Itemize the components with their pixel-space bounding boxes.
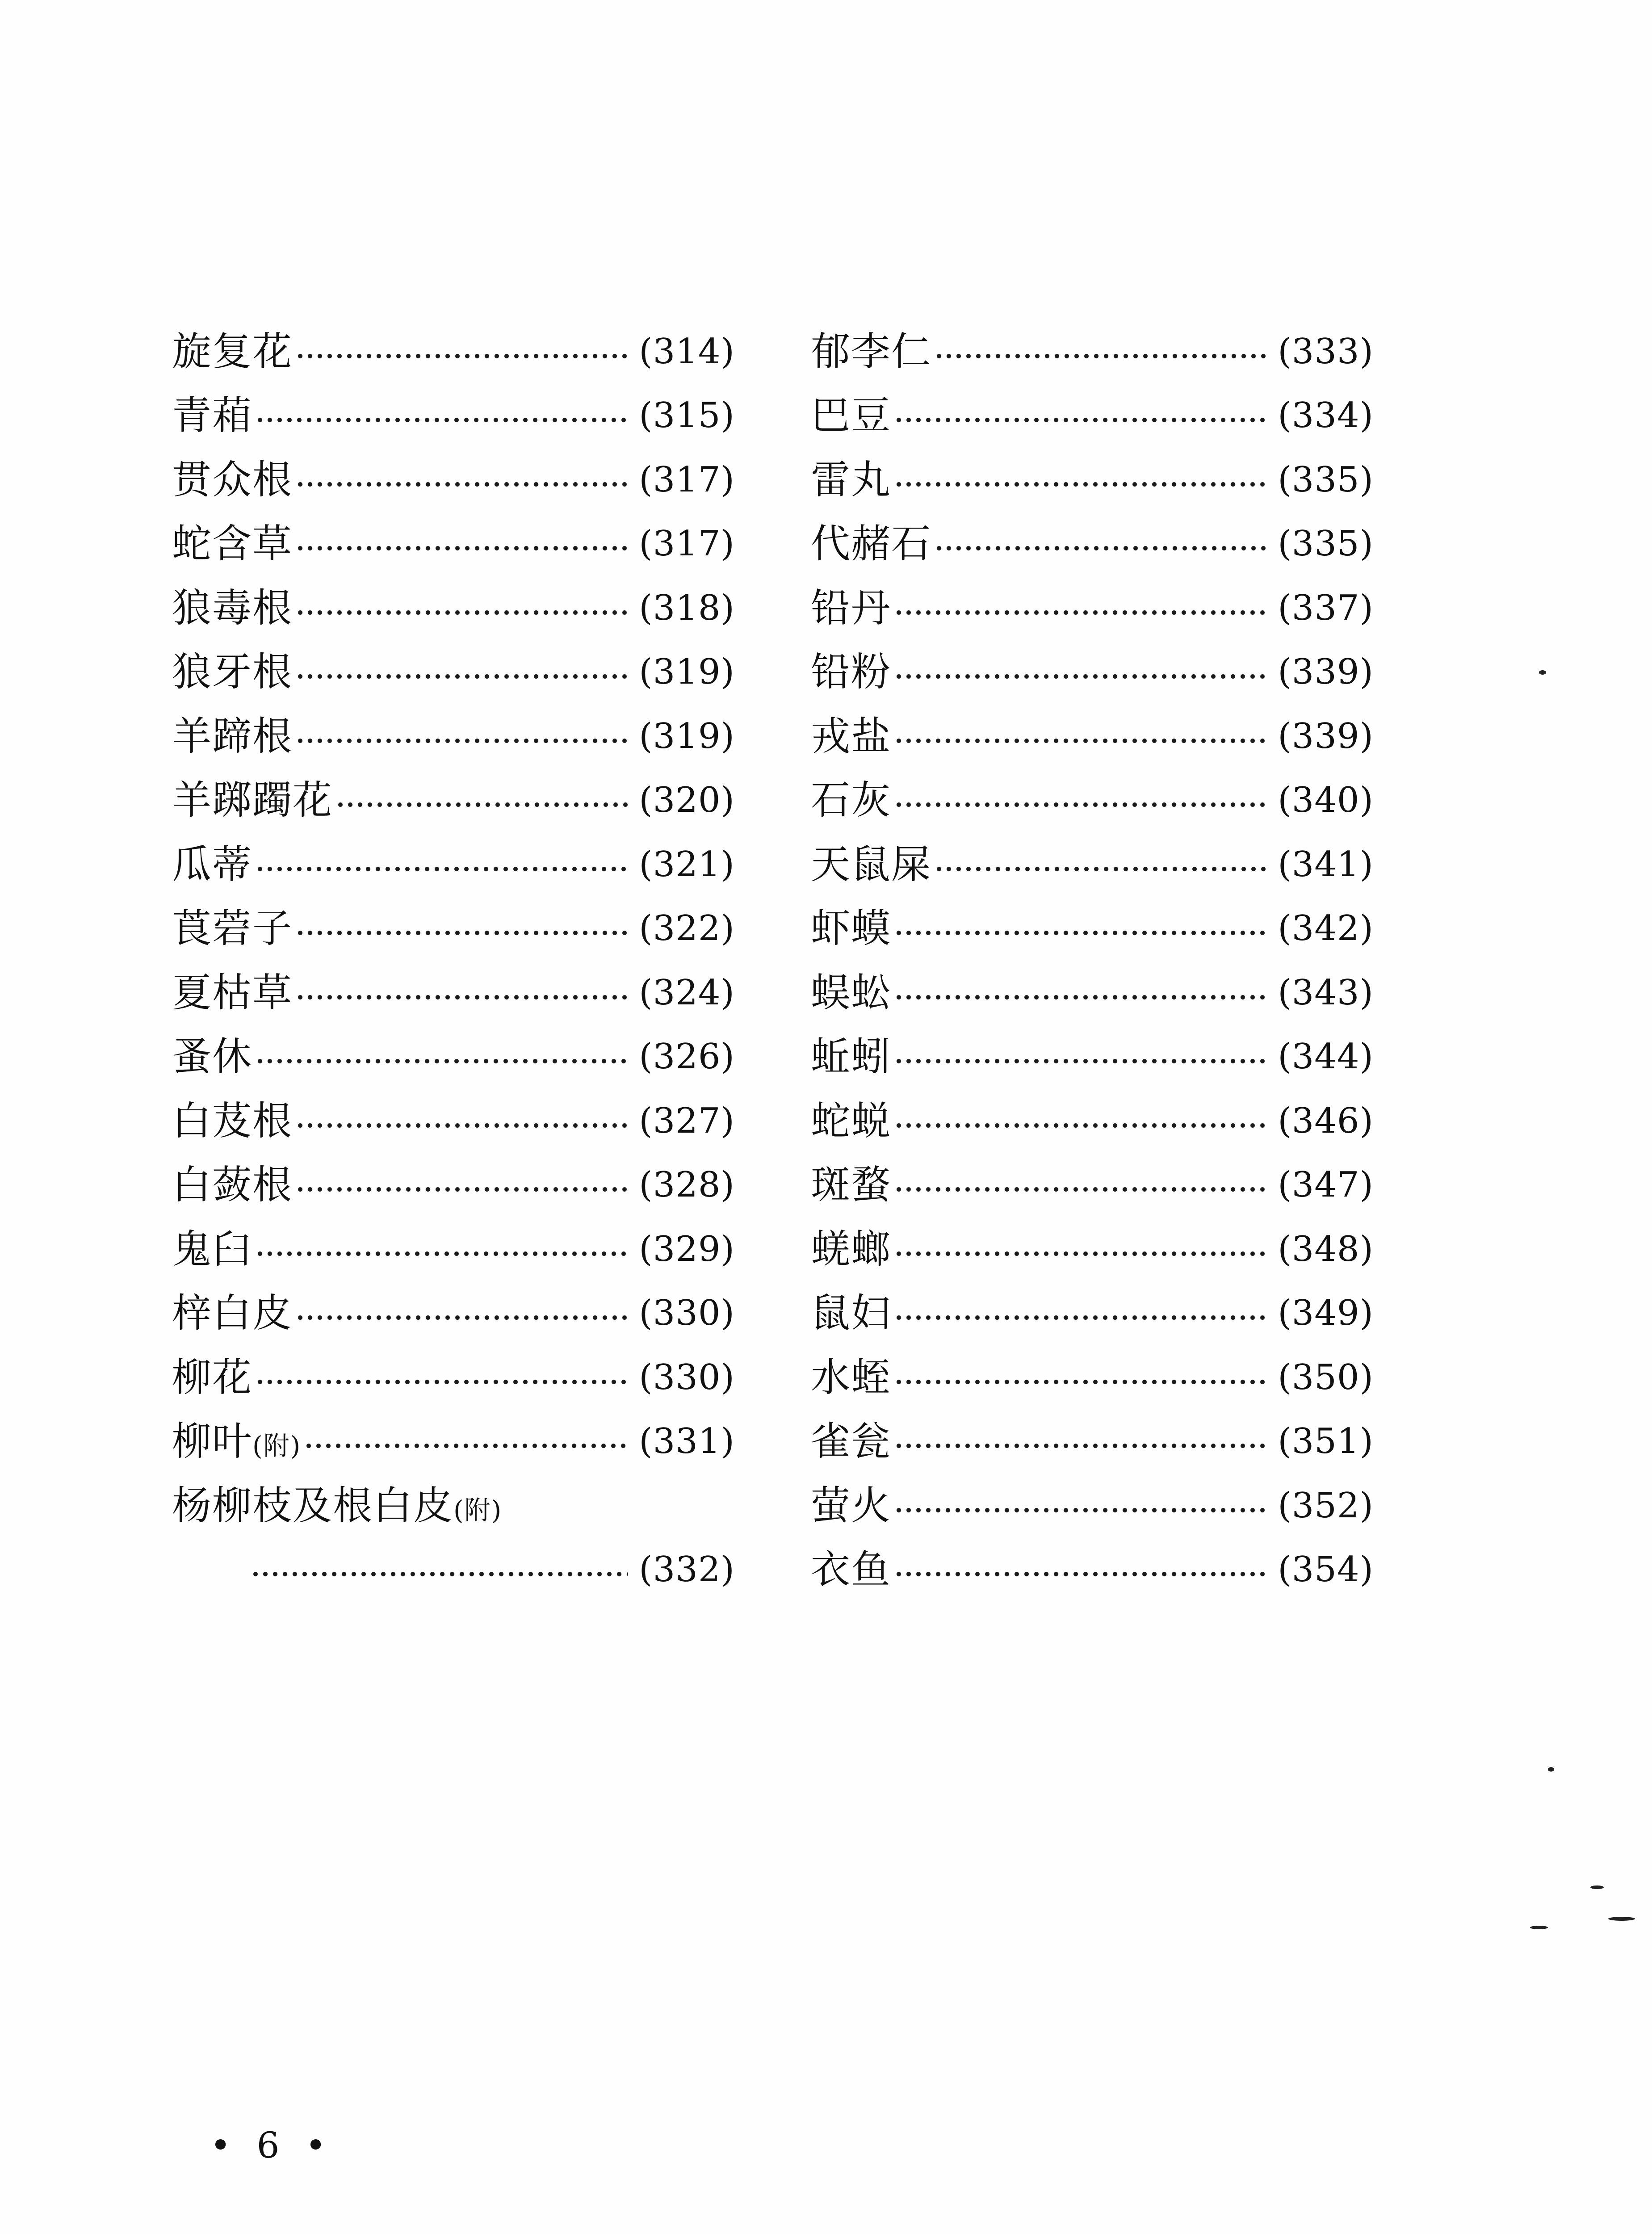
toc-entry[interactable] [172,1217,735,1281]
entry-page: (318) [639,588,735,628]
dot-leader [894,1443,1267,1449]
entry-name: 戎盐 [811,713,892,759]
toc-entry[interactable] [172,832,735,897]
appendix-note: (附) [252,1431,302,1461]
dot-leader [934,866,1267,872]
toc-entry[interactable] [811,319,1374,384]
entry-page: (317) [639,459,735,500]
dot-leader [934,545,1267,551]
entry-name: 白芨根 [172,1097,293,1144]
entry-page: (344) [1278,1037,1374,1077]
entry-page: (342) [1278,908,1374,949]
entry-name: 铅粉 [811,649,892,695]
dot-leader [894,481,1267,487]
entry-page: (319) [639,716,735,756]
toc-entry[interactable] [811,1025,1374,1089]
toc-entry[interactable] [172,1089,735,1153]
scan-speck [1530,1926,1548,1929]
dot-leader [894,417,1267,423]
entry-page: (335) [1278,524,1374,564]
entry-name: 郁李仁 [811,328,932,374]
toc-entry[interactable] [811,576,1374,640]
dot-leader [894,802,1267,808]
dot-leader [304,1443,628,1449]
entry-name: 代赭石 [811,521,932,567]
dot-leader [255,866,628,872]
entry-page: (326) [639,1037,735,1077]
toc-entry[interactable] [172,1153,735,1218]
toc-entry[interactable] [811,897,1374,961]
entry-page: (347) [1278,1165,1374,1205]
entry-page: (314) [639,331,735,372]
toc-entry[interactable] [811,384,1374,448]
toc-entry[interactable] [172,576,735,640]
entry-page: (319) [639,652,735,693]
dot-leader [255,1379,628,1385]
toc-entry[interactable] [811,640,1374,705]
toc-entry[interactable] [811,512,1374,576]
dot-leader [255,417,628,423]
page-number: • 6 • [210,2125,334,2166]
entry-page: (341) [1278,844,1374,885]
entry-name: 羊蹄根 [172,713,293,759]
entry-page: (331) [639,1421,735,1462]
toc-entry[interactable] [172,512,735,576]
entry-name: 羊踯躅花 [172,777,333,823]
entry-page: (317) [639,524,735,564]
toc-entry[interactable] [811,832,1374,897]
entry-page: (330) [639,1293,735,1334]
entry-name: 柳叶(附) [172,1418,302,1465]
entry-name: 巴豆 [811,392,892,439]
dot-leader [295,930,628,936]
dot-leader [894,930,1267,936]
entry-name: 衣鱼 [811,1546,892,1593]
toc-entry[interactable] [811,704,1374,768]
entry-name: 鬼臼 [172,1226,253,1272]
toc-entry[interactable] [811,1410,1374,1474]
entry-name: 鼠妇 [811,1290,892,1336]
scan-speck [1539,670,1546,675]
entry-page: (334) [1278,395,1374,436]
dot-leader [894,1122,1267,1129]
entry-page: (354) [1278,1550,1374,1590]
dot-leader [335,802,628,808]
entry-name: 虾蟆 [811,905,892,952]
entry-page: (324) [639,972,735,1013]
entry-page: (349) [1278,1293,1374,1334]
dot-leader [894,1314,1267,1321]
entry-page: (335) [1278,459,1374,500]
dot-leader [894,1251,1267,1257]
dot-leader [894,1507,1267,1513]
dot-leader [894,1379,1267,1385]
scan-speck [1590,1885,1604,1889]
entry-name: 天鼠屎 [811,841,932,887]
entry-name: 莨菪子 [172,905,293,952]
dot-leader [894,673,1267,680]
toc-entry[interactable] [811,1538,1374,1602]
entry-name: 狼毒根 [172,584,293,631]
entry-page: (321) [639,844,735,885]
entry-page: (332) [639,1550,735,1590]
entry-name: 青葙 [172,392,253,439]
entry-name: 萤火 [811,1482,892,1529]
entry-page: (330) [639,1357,735,1398]
dot-leader [295,481,628,487]
toc-column-left [172,319,735,1602]
entry-page: (339) [1278,652,1374,693]
toc-entry[interactable] [172,319,735,384]
entry-page: (348) [1278,1229,1374,1269]
dot-leader [295,994,628,1000]
toc-entry[interactable] [811,1217,1374,1281]
entry-page: (320) [639,780,735,821]
entry-name: 瓜蒂 [172,841,253,887]
toc-entry[interactable] [172,1025,735,1089]
entry-page: (339) [1278,716,1374,756]
toc-entry[interactable] [811,1281,1374,1346]
dot-leader [295,609,628,616]
entry-page: (340) [1278,780,1374,821]
entry-name: 雀瓮 [811,1418,892,1465]
toc-entry[interactable] [172,961,735,1025]
toc-entry-continuation[interactable] [172,1538,735,1602]
entry-name: 蜣螂 [811,1226,892,1272]
dot-leader [295,353,628,359]
toc-entry[interactable] [172,704,735,768]
dot-leader [934,353,1267,359]
toc-entry[interactable] [811,1089,1374,1153]
entry-name: 狼牙根 [172,649,293,695]
entry-page: (329) [639,1229,735,1269]
toc-entry[interactable] [172,448,735,512]
entry-name: 白蔹根 [172,1162,293,1208]
appendix-note: (附) [453,1495,503,1525]
entry-page: (337) [1278,588,1374,628]
entry-name: 蛇蜕 [811,1097,892,1144]
entry-name: 蛇含草 [172,521,293,567]
entry-name: 蜈蚣 [811,969,892,1016]
entry-page: (327) [639,1100,735,1141]
entry-name: 水蛭 [811,1354,892,1400]
toc-entry[interactable] [172,768,735,833]
scan-speck [1608,1917,1635,1921]
dot-leader [295,673,628,680]
entry-page: (352) [1278,1485,1374,1526]
dot-leader [295,1186,628,1193]
toc-entry[interactable] [811,1474,1374,1538]
toc-entry[interactable] [811,768,1374,833]
toc-entry[interactable] [172,1281,735,1346]
entry-page: (346) [1278,1100,1374,1141]
entry-name: 铅丹 [811,584,892,631]
entry-page: (322) [639,908,735,949]
entry-name: 雷丸 [811,456,892,503]
entry-name: 蚤休 [172,1033,253,1080]
dot-leader [894,1058,1267,1064]
toc-entry[interactable] [172,1410,735,1474]
entry-page: (350) [1278,1357,1374,1398]
dot-leader [295,1122,628,1129]
dot-leader [894,994,1267,1000]
entry-name: 杨柳枝及根白皮(附) [172,1482,503,1529]
dot-leader [894,609,1267,616]
entry-page: (333) [1278,331,1374,372]
entry-name: 蚯蚓 [811,1033,892,1080]
toc-entry[interactable] [811,1345,1374,1410]
toc-entry[interactable] [172,897,735,961]
toc-entry[interactable] [172,1345,735,1410]
dot-leader [295,545,628,551]
dot-leader [894,1186,1267,1193]
dot-leader [255,1251,628,1257]
entry-page: (351) [1278,1421,1374,1462]
dot-leader [295,738,628,744]
dot-leader [894,738,1267,744]
entry-name: 斑蝥 [811,1162,892,1208]
entry-name: 夏枯草 [172,969,293,1016]
dot-leader [894,1571,1267,1577]
toc-entry[interactable] [172,1474,735,1538]
entry-name: 梓白皮 [172,1290,293,1336]
entry-name: 旋复花 [172,328,293,374]
toc-entry[interactable] [811,1153,1374,1218]
dot-leader [295,1314,628,1321]
toc-entry[interactable] [811,961,1374,1025]
entry-name: 柳花 [172,1354,253,1400]
entry-name: 贯众根 [172,456,293,503]
toc-entry[interactable] [811,448,1374,512]
entry-name: 石灰 [811,777,892,823]
entry-page: (343) [1278,972,1374,1013]
entry-page: (328) [639,1165,735,1205]
dot-leader [251,1571,628,1577]
dot-leader [255,1058,628,1064]
toc-column-right [811,319,1374,1602]
toc-entry[interactable] [172,384,735,448]
entry-page: (315) [639,395,735,436]
toc-entry[interactable] [172,640,735,705]
scan-speck [1548,1767,1554,1772]
